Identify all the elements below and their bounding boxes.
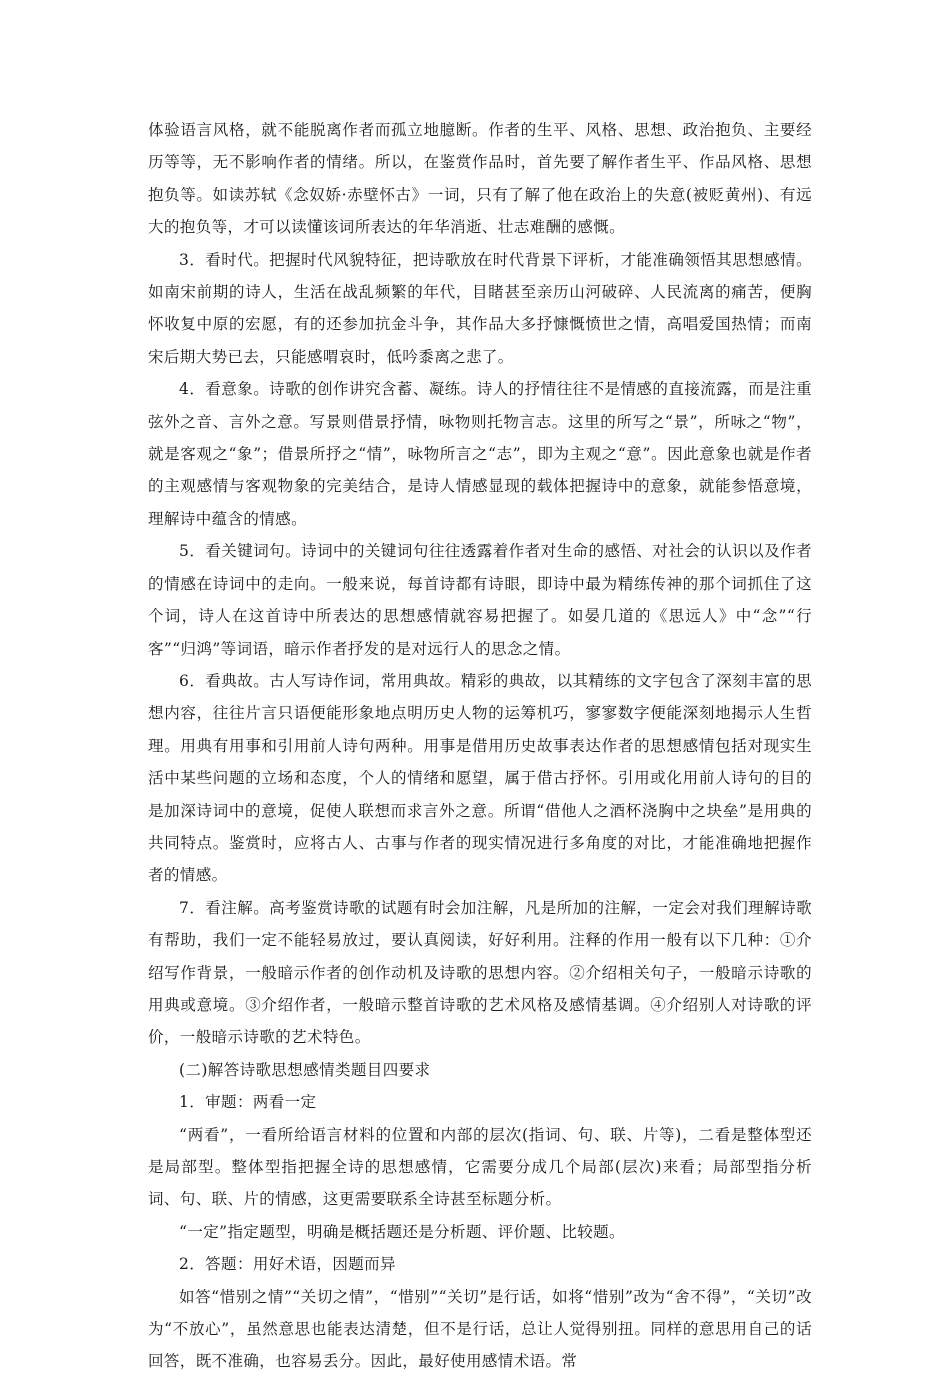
- paragraph-author-context: 体验语言风格，就不能脱离作者而孤立地臆断。作者的生平、风格、思想、政治抱负、主要经历等等，无不影响作者的情绪。所以，在鉴赏作品时，首先要了解作者生平、作品风格、思想抱负等。如读苏轼《念奴娇·赤壁怀古》一词，只有了解了他在政治上的失意(被贬黄州)、有远大的抱负等，才可以读懂该词所表达的年华消逝、壮志难酬的感慨。: [148, 121, 812, 237]
- paragraph-terminology: 如答“惜别之情”“关切之情”，“惜别”“关切”是行话，如将“惜别”改为“舍不得”，“关切”改为“不放心”，虽然意思也能表达清楚，但不是行话，总让人觉得别扭。同样的意思用自己的话回答，既不准确，也容易丢分。因此，最好使用感情术语。常: [148, 1287, 812, 1371]
- subheading-answer: 2．答题：用好术语，因题而异: [179, 1255, 396, 1274]
- section-heading: (二)解答诗歌思想感情类题目四要求: [179, 1060, 431, 1079]
- paragraph-two-looks: “两看”，一看所给语言材料的位置和内部的层次(指词、句、联、片等)，二看是整体型还是局部型。整体型指把握全诗的思想感情，它需要分成几个局部(层次)来看；局部型指分析词、句、联、片的情感，这更需要联系全诗甚至标题分析。: [148, 1125, 812, 1209]
- paragraph-one-determine: “一定”指定题型，明确是概括题还是分析题、评价题、比较题。: [179, 1222, 625, 1241]
- paragraph-look-allusions: 6．看典故。古人写诗作词，常用典故。精彩的典故，以其精练的文字包含了深刻丰富的思想内容，往往片言只语便能形象地点明历史人物的运筹机巧，寥寥数字便能深刻地揭示人生哲理。用典有用事和引用前人诗句两种。用事是借用历史故事表达作者的思想感情包括对现实生活中某些问题的立场和态度，个人的情绪和愿望，属于借古抒怀。引用或化用前人诗句的目的是加深诗词中的意境，促使人联想而求言外之意。所谓“借他人之酒杯浇胸中之块垒”是用典的共同特点。鉴赏时，应将古人、古事与作者的现实情况进行多角度的对比，才能准确地把握作者的情感。: [148, 671, 812, 885]
- subheading-read-question: 1．审题：两看一定: [179, 1093, 317, 1112]
- paragraph-look-annotations: 7．看注解。高考鉴赏诗歌的试题有时会加注解，凡是所加的注解，一定会对我们理解诗歌有帮助，我们一定不能轻易放过，要认真阅读，好好利用。注释的作用一般有以下几种：①介绍写作背景，一般暗示作者的创作动机及诗歌的思想内容。②介绍相关句子，一般暗示诗歌的用典或意境。③介绍作者，一般暗示整首诗歌的艺术风格及感情基调。④介绍别人对诗歌的评价，一般暗示诗歌的艺术特色。: [148, 898, 812, 1047]
- paragraph-look-era: 3．看时代。把握时代风貌特征，把诗歌放在时代背景下评析，才能准确领悟其思想感情。如南宋前期的诗人，生活在战乱频繁的年代，目睹甚至亲历山河破碎、人民流离的痛苦，便胸怀收复中原的宏愿，有的还参加抗金斗争，其作品大多抒慷慨愤世之情，高唱爱国热情；而南宋后期大势已去，只能感喟哀时，低吟黍离之悲了。: [148, 250, 812, 366]
- document-body: [148, 114, 812, 1378]
- paragraph-look-key-words: 5．看关键词句。诗词中的关键词句往往透露着作者对生命的感悟、对社会的认识以及作者的情感在诗词中的走向。一般来说，每首诗都有诗眼，即诗中最为精练传神的那个词抓住了这个词，诗人在这首诗中所表达的思想感情就容易把握了。如晏几道的《思远人》中“念”“行客”“归鸿”等词语，暗示作者抒发的是对远行人的思念之情。: [148, 542, 812, 658]
- paragraph-look-imagery: 4．看意象。诗歌的创作讲究含蓄、凝练。诗人的抒情往往不是情感的直接流露，而是注重弦外之音、言外之意。写景则借景抒情，咏物则托物言志。这里的所写之“景”，所咏之“物”，就是客观之“象”；借景所抒之“情”，咏物所言之“志”，即为主观之“意”。因此意象也就是作者的主观感情与客观物象的完美结合，是诗人情感显现的载体把握诗中的意象，就能参悟意境，理解诗中蕴含的情感。: [148, 380, 812, 528]
